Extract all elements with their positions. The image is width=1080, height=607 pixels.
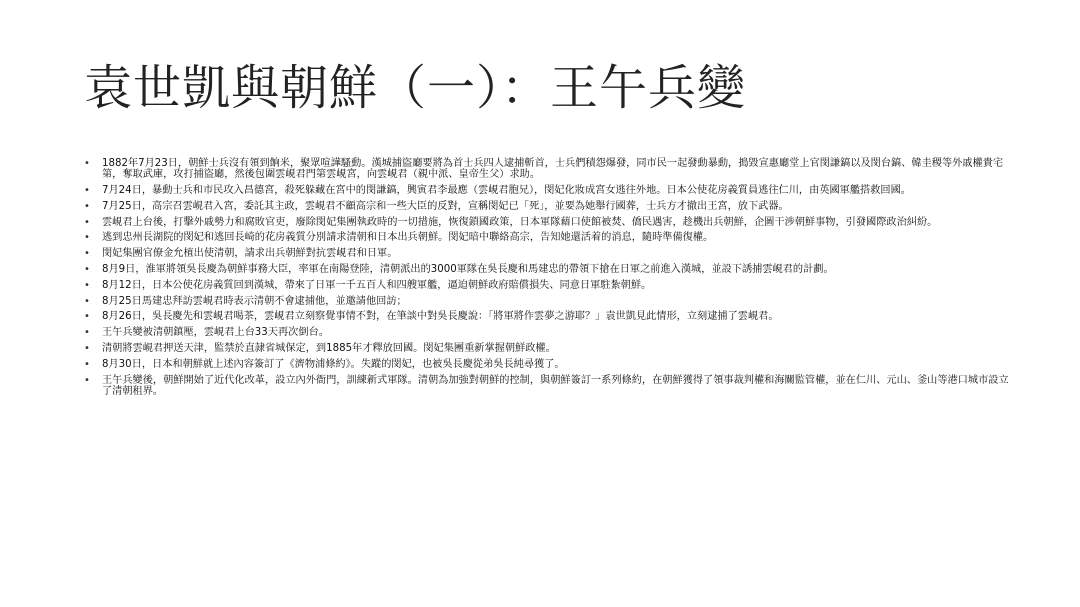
bullet-item-2: • 7月24日，暴動士兵和市民攻入昌德宮，殺死躲藏在宮中的閔謙鎬，興寅君李最應（雲峴君胞兄），閔妃化妝成宮女逃往外地。日本公使花房義質員逃往仁川，由英國軍艦搭救回國。 (84, 185, 1014, 196)
bullet-item-7: • 8月9日，淮軍將領吳長慶為朝鮮事務大臣，率軍在南陽登陸，清朝派出的3000軍隊在吳長慶和馬建忠的帶領下搶在日軍之前進入漢城，並設下誘捕雲峴君的計劃。 (84, 264, 1014, 275)
bullet-list (84, 158, 1014, 402)
bullet-item-8: • 8月12日，日本公使花房義質回到漢城，帶來了日軍一千五百人和四艘軍艦，逼迫朝鮮政府賠償損失、同意日軍駐紮朝鮮。 (84, 280, 1014, 291)
bullet-item-9: • 8月25日馬建忠拜訪雲峴君時表示清朝不會逮捕他，並邀請他回訪； (84, 296, 1014, 307)
bullet-item-4: • 雲峴君上台後，打擊外戚勢力和腐敗官吏，廢除閔妃集團執政時的一切措施，恢復鎖國政策，日本軍隊藉口使館被焚、僑民遇害，趁機出兵朝鮮，企圖干涉朝鮮事物，引發國際政治糾紛。 (84, 217, 1014, 228)
bullet-item-10: • 8月26日，吳長慶先和雲峴君喝茶，雲峴君立刻察覺事情不對，在筆談中對吳長慶說：「將軍將作雲夢之游耶？」袁世凱見此情形，立刻逮捕了雲峴君。 (84, 311, 1014, 322)
bullet-item-6: • 閔妃集團官僚金允植出使清朝，請求出兵朝鮮對抗雲峴君和日軍。 (84, 248, 1014, 259)
bullet-item-1: • 1882年7月23日，朝鮮士兵沒有領到餉米，聚眾喧譁騷動。漢城捕盜廳要將為首士兵四人逮捕斬首，士兵們積怨爆發，同市民一起發動暴動，搗毀宣惠廳堂上官閔謙鎬以及閔台鎬、韓圭稷等外戚權貴宅第，奪取武庫，攻打捕盜廳，然後包圍雲峴君門第雲峴宮，向雲峴君（親中派、皇帝生父）求助。 (84, 158, 1014, 180)
slide-title: 袁世凱與朝鮮（一）：王午兵變 (84, 60, 747, 116)
bullet-item-12: • 清朝將雲峴君押送天津，監禁於直隷省城保定，到1885年才釋放回國。閔妃集團重新掌握朝鮮政權。 (84, 343, 1014, 354)
bullet-item-3: • 7月25日，高宗召雲峴君入宮，委託其主政，雲峴君不顧高宗和一些大臣的反對，宣稱閔妃已「死」，並要為她舉行國葬，士兵方才撤出王宮，放下武器。 (84, 201, 1014, 212)
bullet-item-5: • 逃到忠州長湖院的閔妃和逃回長崎的花房義質分別請求清朝和日本出兵朝鮮。閔妃暗中聯絡高宗，告知她還活着的消息，隨時準備復權。 (84, 232, 1014, 243)
bullet-item-11: • 王午兵變被清朝鎮壓，雲峴君上台33天再次倒台。 (84, 327, 1014, 338)
bullet-item-13: • 8月30日，日本和朝鮮就上述內容簽訂了《濟物浦條約》。失蹤的閔妃，也被吳長慶從弟吳長純尋獲了。 (84, 359, 1014, 370)
bullet-item-14: • 王午兵變後，朝鮮開始了近代化改革，設立內外衙門，訓練新式軍隊。清朝為加強對朝鮮的控制，與朝鮮簽訂一系列條約，在朝鮮獲得了領事裁判權和海關監管權，並在仁川、元山、釜山等港口城市設立了清朝租界。 (84, 375, 1014, 397)
